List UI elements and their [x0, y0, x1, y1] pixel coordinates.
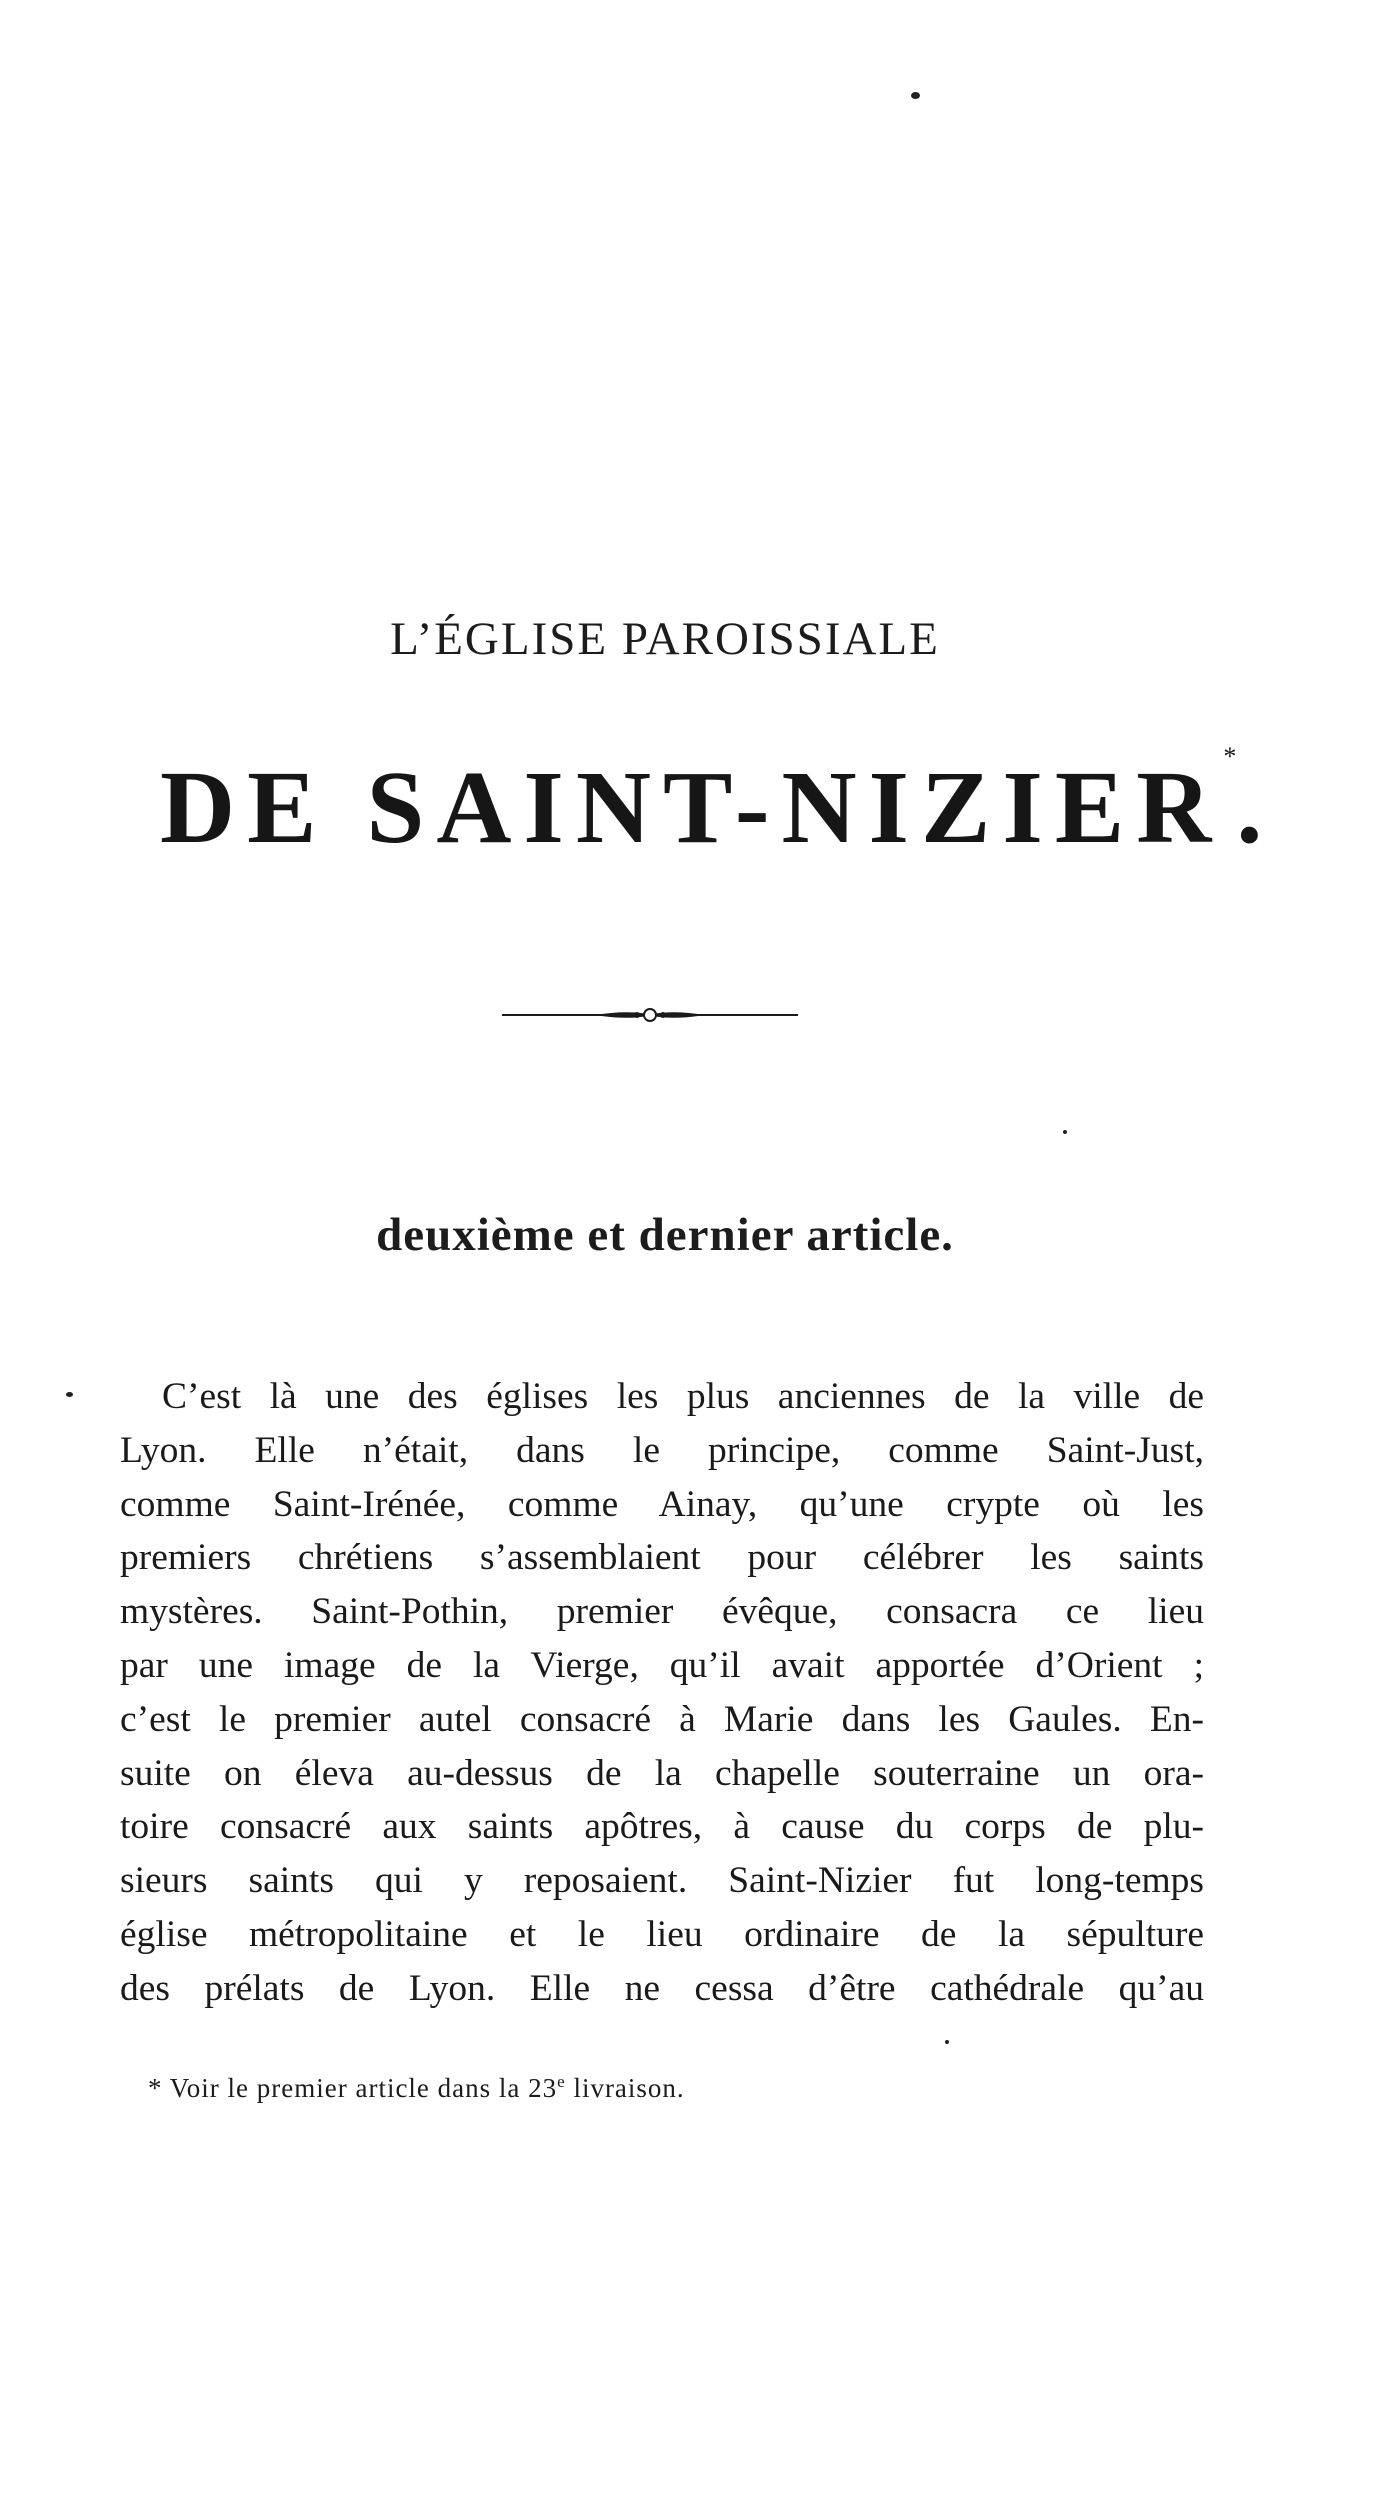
ink-speck — [1063, 1130, 1067, 1134]
paragraph-line: suite on éleva au-dessus de la chapelle souterraine un ora- — [120, 1752, 1204, 1794]
title-footnote-mark: * — [1223, 742, 1237, 771]
ink-speck — [911, 92, 920, 99]
title-main-text: DE SAINT-NIZIER — [160, 750, 1224, 865]
body-paragraph — [120, 1370, 1204, 2016]
paragraph-line: Lyon. Elle n’était, dans le principe, comme Saint-Just, — [120, 1429, 1204, 1471]
paragraph-line: c’est le premier autel consacré à Marie dans les Gaules. En- — [120, 1698, 1204, 1740]
ink-speck — [66, 1392, 73, 1397]
paragraph-line: toire consacré aux saints apôtres, à cause du corps de plu- — [120, 1806, 1204, 1848]
paragraph-line: mystères. Saint-Pothin, premier évêque, consacra ce lieu — [120, 1591, 1204, 1633]
paragraph-line: comme Saint-Irénée, comme Ainay, qu’une crypte où les — [120, 1483, 1204, 1525]
title-line-1: L’ÉGLISE PAROISSIALE — [390, 613, 940, 665]
title-line-2 — [160, 742, 1263, 867]
footnote — [148, 2072, 1048, 2104]
footnote-superscript: e — [557, 2072, 566, 2091]
title-trailing-period: . — [1236, 750, 1263, 865]
ink-speck — [945, 2040, 949, 2044]
paragraph-line: église métropolitaine et le lieu ordinaire de la sépulture — [120, 1913, 1204, 1955]
paragraph-line: C’est là une des églises les plus anciennes de la ville de — [162, 1376, 1204, 1417]
paragraph-line: des prélats de Lyon. Elle ne cessa d’être cathédrale qu’au — [120, 1967, 1204, 2009]
paragraph-line: par une image de la Vierge, qu’il avait apportée d’Orient ; — [120, 1644, 1204, 1686]
article-subtitle: deuxième et dernier article. — [376, 1209, 954, 1261]
paragraph-line: premiers chrétiens s’assemblaient pour célébrer les saints — [120, 1537, 1204, 1579]
footnote-mark: * — [148, 2073, 163, 2103]
ornamental-rule-icon — [500, 1000, 800, 1030]
footnote-text: Voir le premier article dans la 23 — [169, 2073, 558, 2103]
footnote-text-end: livraison. — [565, 2073, 685, 2103]
paragraph-line: sieurs saints qui y reposaient. Saint-Nizier fut long-temps — [120, 1860, 1204, 1902]
